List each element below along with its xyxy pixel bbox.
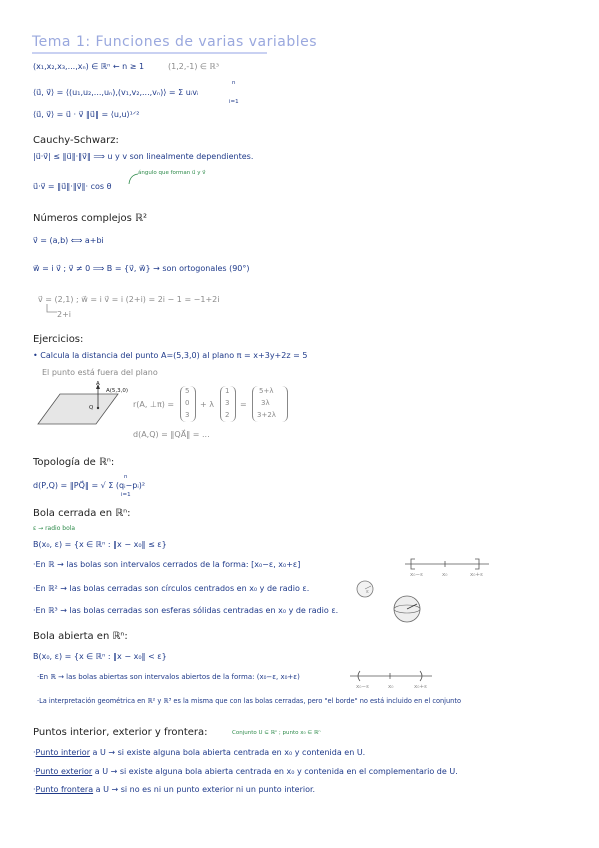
open-ball-heading: Bola abierta en ℝⁿ: <box>33 631 128 642</box>
exercise-note: El punto está fuera del plano <box>42 368 158 377</box>
vector-1: 5 0 3 <box>180 386 196 422</box>
points-note: Conjunto U ⊆ ℝⁿ ; punto x₀ ∈ ℝⁿ <box>232 730 321 736</box>
closed-interval-axis <box>405 556 489 572</box>
complex-example-result: 2+i <box>57 310 72 319</box>
sum-bottom: i=1 <box>229 99 239 105</box>
closed-ball-r1-text: En ℝ → las bolas son intervalos cerrados de la forma: [x₀−ε, x₀+ε] <box>35 560 301 569</box>
complex-heading: Números complejos ℝ² <box>33 213 147 224</box>
cauchy-line-1: |u⃗·v⃗| ≤ ‖u⃗‖·‖v⃗‖ ⟹ u y v son linealmente dependientes. <box>33 152 254 161</box>
point-exterior-text: a U → si existe alguna bola abierta centrada en x₀ y contenida en el complementario de U. <box>94 767 458 776</box>
complex-line-2: w⃗ = i v⃗ ; v⃗ ≠ 0 ⟹ B = {v⃗, w⃗} → son ortogonales (90°) <box>33 264 250 273</box>
closed-ball-r2: ·En ℝ² → las bolas cerradas son círculos centrados en x₀ y de radio ε. <box>33 584 310 593</box>
open-interval-axis <box>350 668 432 684</box>
closed-ball-r3-text: En ℝ³ → las bolas cerradas son esferas sólidas centradas en x₀ y de radio ε. <box>35 606 339 615</box>
open-ball-r2: ·La interpretación geométrica en ℝ² y ℝ³ es la misma que con las bolas cerradas, pero "el borde" no está incluido en el conjunto <box>37 697 461 705</box>
intro-line-1-example: (1,2,-1) ∈ ℝ³ <box>168 62 220 71</box>
closed-ball-definition: B(x₀, ε) = {x ∈ ℝⁿ : ‖x − x₀‖ ≤ ε} <box>33 540 167 549</box>
point-exterior: ·Punto exterior a U → si existe alguna bola abierta centrada en x₀ y contenida en el complementario de U. <box>33 767 458 776</box>
point-exterior-term: Punto exterior <box>35 767 93 776</box>
page-title: Tema 1: Funciones de varias variables <box>32 34 317 50</box>
equals-sign: = <box>240 400 247 409</box>
point-interior-term: Punto interior <box>35 748 90 757</box>
topology-heading: Topología de ℝⁿ: <box>33 457 115 468</box>
open-ball-r1-text: En ℝ → las bolas abiertas son intervalos abiertos de la forma: (x₀−ε, x₀+ε) <box>39 673 300 681</box>
sum-top: n <box>232 80 236 86</box>
cauchy-heading: Cauchy-Schwarz: <box>33 135 119 146</box>
exercise-1: • Calcula la distancia del punto A=(5,3,0) al plano π = x+3y+2z = 5 <box>33 351 308 360</box>
topology-formula: d(P,Q) = ‖PQ⃗‖ = √ Σ (qᵢ−pᵢ)² <box>33 481 146 490</box>
point-frontier-term: Punto frontera <box>35 785 94 794</box>
closed-axis-left: x₀−ε <box>410 572 424 578</box>
complex-example: v⃗ = (2,1) ; w⃗ = i v⃗ = i (2+i) = 2i − 1 = −1+2i <box>38 295 220 304</box>
line-formula: r(A, ⊥π) = <box>133 400 175 409</box>
circle-sketch <box>356 580 374 598</box>
fig-a-coords: A(5,3,0) <box>106 388 129 394</box>
vector-3: 5+λ 3λ 3+2λ <box>252 386 288 422</box>
exercises-heading: Ejercicios: <box>33 334 84 345</box>
open-ball-r2-text: La interpretación geométrica en ℝ² y ℝ³ es la misma que con las bolas cerradas, pero "el borde" no está incluido en el conjunto <box>39 697 461 705</box>
fig-a-label: A <box>96 381 100 387</box>
open-axis-center: x₀ <box>388 684 394 690</box>
topology-sum-bottom: i=1 <box>121 492 131 498</box>
closed-axis-center: x₀ <box>442 572 448 578</box>
closed-axis-right: x₀+ε <box>470 572 484 578</box>
intro-line-2: ⟨u⃗, v⃗⟩ = ⟨(u₁,u₂,...,uₙ),(v₁,v₂,...,vₙ)⟩ = Σ uᵢvᵢ <box>33 88 199 97</box>
point-interior: ·Punto interior a U → si existe alguna bola abierta centrada en x₀ y contenida en U. <box>33 748 366 757</box>
cauchy-line-2: u⃗·v⃗ = ‖u⃗‖·‖v⃗‖· cos θ <box>33 182 112 191</box>
title-underline <box>32 52 267 54</box>
closed-ball-heading: Bola cerrada en ℝⁿ: <box>33 508 131 519</box>
lambda-sign: + λ <box>200 400 214 409</box>
distance-formula: d(A,Q) = ‖QA⃗‖ = ... <box>133 430 210 439</box>
open-axis-right: x₀+ε <box>414 684 428 690</box>
closed-ball-r2-text: En ℝ² → las bolas cerradas son círculos centrados en x₀ y de radio ε. <box>35 584 310 593</box>
fig-q-label: Q <box>89 405 94 411</box>
open-axis-left: x₀−ε <box>356 684 370 690</box>
closed-ball-note: ε → radio bola <box>33 525 76 532</box>
point-frontier: ·Punto frontera a U → si no es ni un punto exterior ni un punto interior. <box>33 785 316 794</box>
exercise-1-text: Calcula la distancia del punto A=(5,3,0) al plano π = x+3y+2z = 5 <box>40 351 308 360</box>
sphere-sketch <box>392 594 422 624</box>
circle-label: ε <box>366 589 369 595</box>
point-interior-text: a U → si existe alguna bola abierta centrada en x₀ y contenida en U. <box>92 748 366 757</box>
cauchy-annotation: ángulo que forman u⃗ y v⃗ <box>138 170 206 176</box>
point-frontier-text: a U → si no es ni un punto exterior ni un punto interior. <box>95 785 316 794</box>
closed-ball-r3: ·En ℝ³ → las bolas cerradas son esferas sólidas centradas en x₀ y de radio ε. <box>33 606 339 615</box>
topology-sum-top: n <box>124 474 128 480</box>
vector-2: 1 3 2 <box>220 386 236 422</box>
intro-line-1: (x₁,x₂,x₃,...,xₙ) ∈ ℝⁿ ← n ≥ 1 <box>33 62 145 71</box>
annotation-arrow <box>126 172 140 186</box>
open-ball-r1: ·En ℝ → las bolas abiertas son intervalos abiertos de la forma: (x₀−ε, x₀+ε) <box>37 673 300 681</box>
complex-line-1: v⃗ = (a,b) ⟺ a+bi <box>33 236 104 245</box>
open-ball-definition: B(x₀, ε) = {x ∈ ℝⁿ : ‖x − x₀‖ < ε} <box>33 652 167 661</box>
closed-ball-r1: ·En ℝ → las bolas son intervalos cerrados de la forma: [x₀−ε, x₀+ε] <box>33 560 301 569</box>
intro-line-3: ⟨u⃗, v⃗⟩ = u⃗ · v⃗ ‖u⃗‖ = ⟨u,u⟩¹ᐟ² <box>33 110 140 119</box>
points-heading: Puntos interior, exterior y frontera: <box>33 727 208 738</box>
